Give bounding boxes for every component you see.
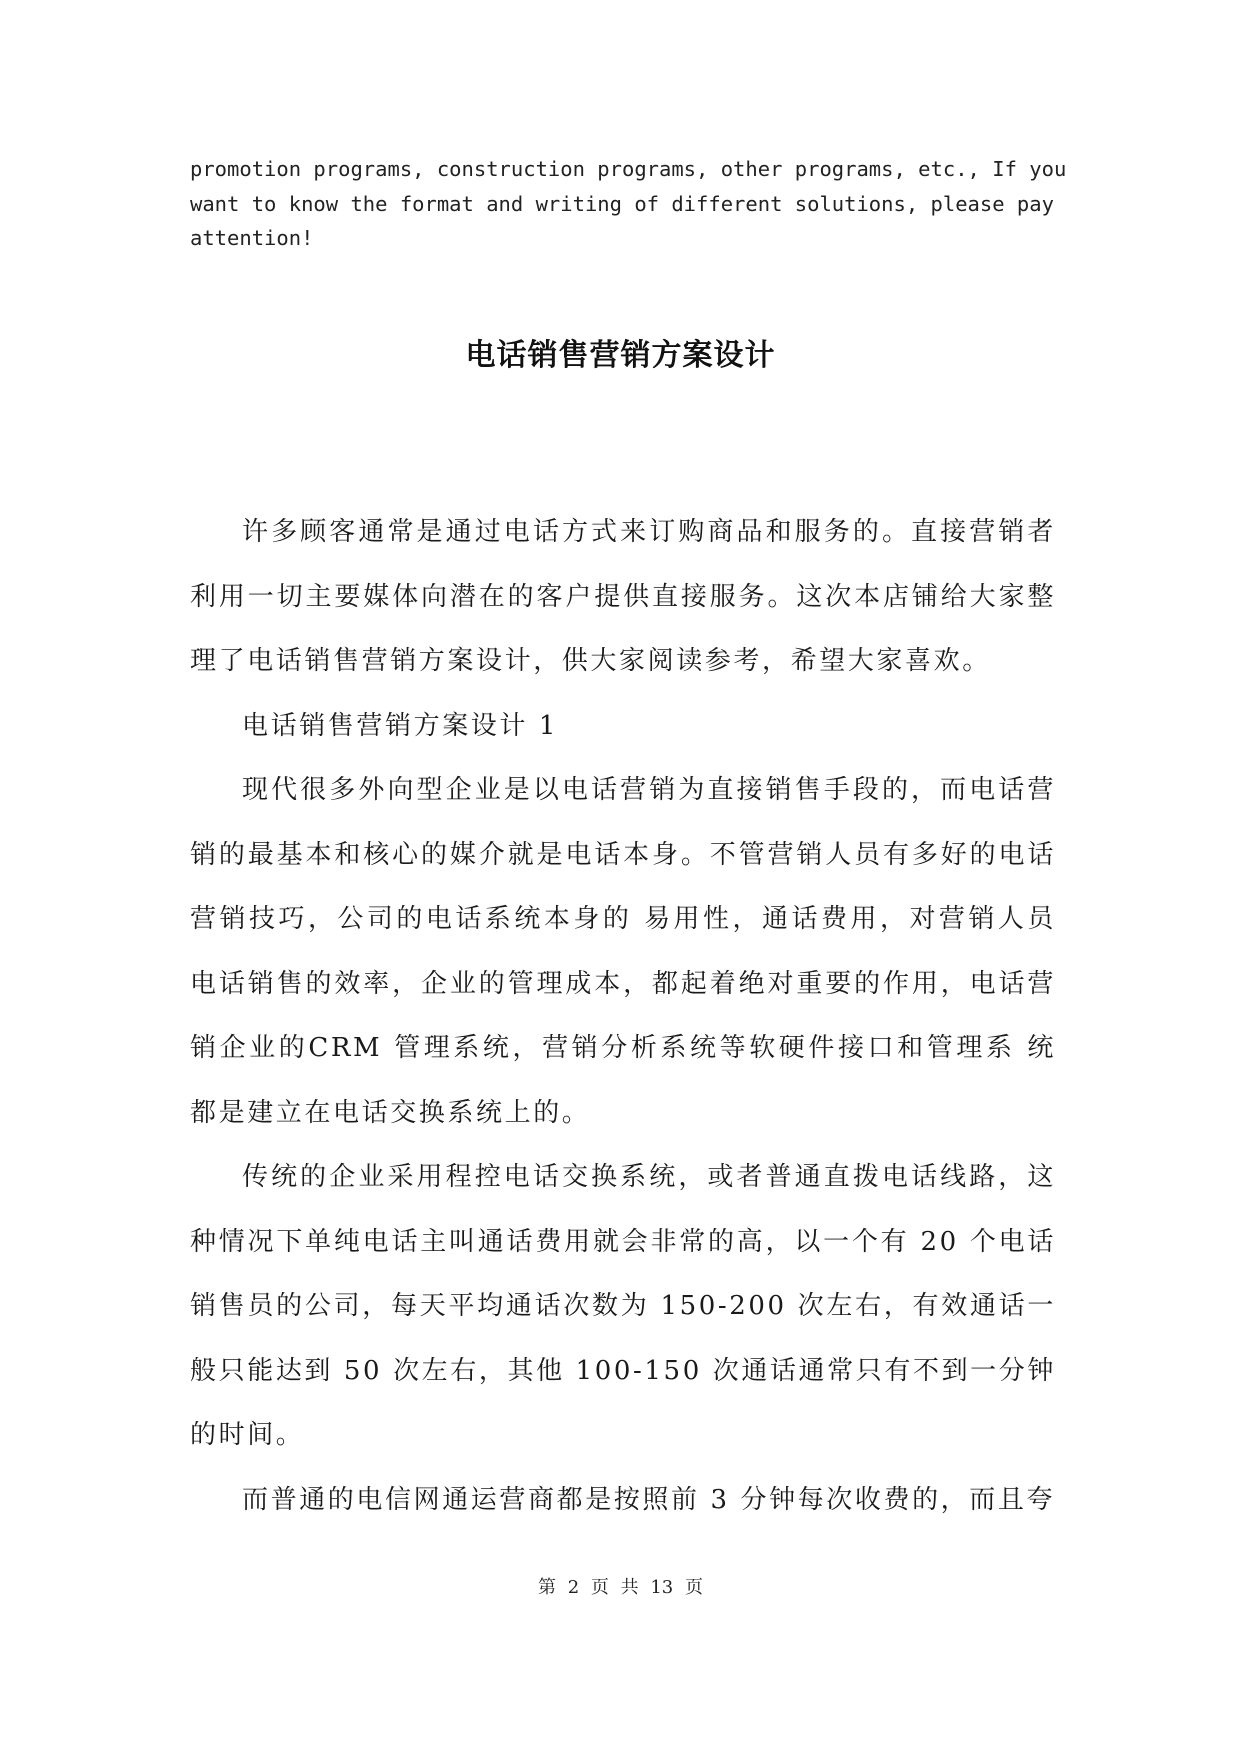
section-heading: 电话销售营销方案设计 1 [242,710,559,741]
intro-paragraph: promotion programs, construction programs, other programs, etc., If you want to know the format and writing of different solutions, please pay attention! [190,157,1067,250]
body-paragraph: 现代很多外向型企业是以电话营销为直接销售手段的，而电话营销的最基本和核心的媒介就是电话本身。不管营销人员有多好的电话营销技巧，公司的电话系统本身的 易用性，通话费用，对营销人员电话销售的效率，企业的管理成本，都起着绝对重要的作用，电话营销企业的CRM 管理系统，营销分析系统等软硬件接口和管理系 统都是建立在电话交换系统上的。 [190,775,1056,1128]
document-body [190,500,1056,1532]
body-paragraph: 许多顾客通常是通过电话方式来订购商品和服务的。直接营销者利用一切主要媒体向潜在的客户提供直接服务。这次本店铺给大家整理了电话销售营销方案设计，供大家阅读参考，希望大家喜欢。 [190,517,1056,676]
document-title: 电话销售营销方案设计 [465,338,776,373]
page-number-footer: 第 2 页 共 13 页 [538,1577,703,1598]
body-paragraph: 传统的企业采用程控电话交换系统，或者普通直拨电话线路，这种情况下单纯电话主叫通话费用就会非常的高，以一个有 20 个电话销售员的公司，每天平均通话次数为 150-200 次左右，有效通话一般只能达到 50 次左右，其他 100-150 次通话通常只有不到一分钟的时间。 [190,1162,1056,1450]
body-paragraph: 而普通的电信网通运营商都是按照前 3 分钟每次收费的，而且夸 [242,1484,1056,1515]
